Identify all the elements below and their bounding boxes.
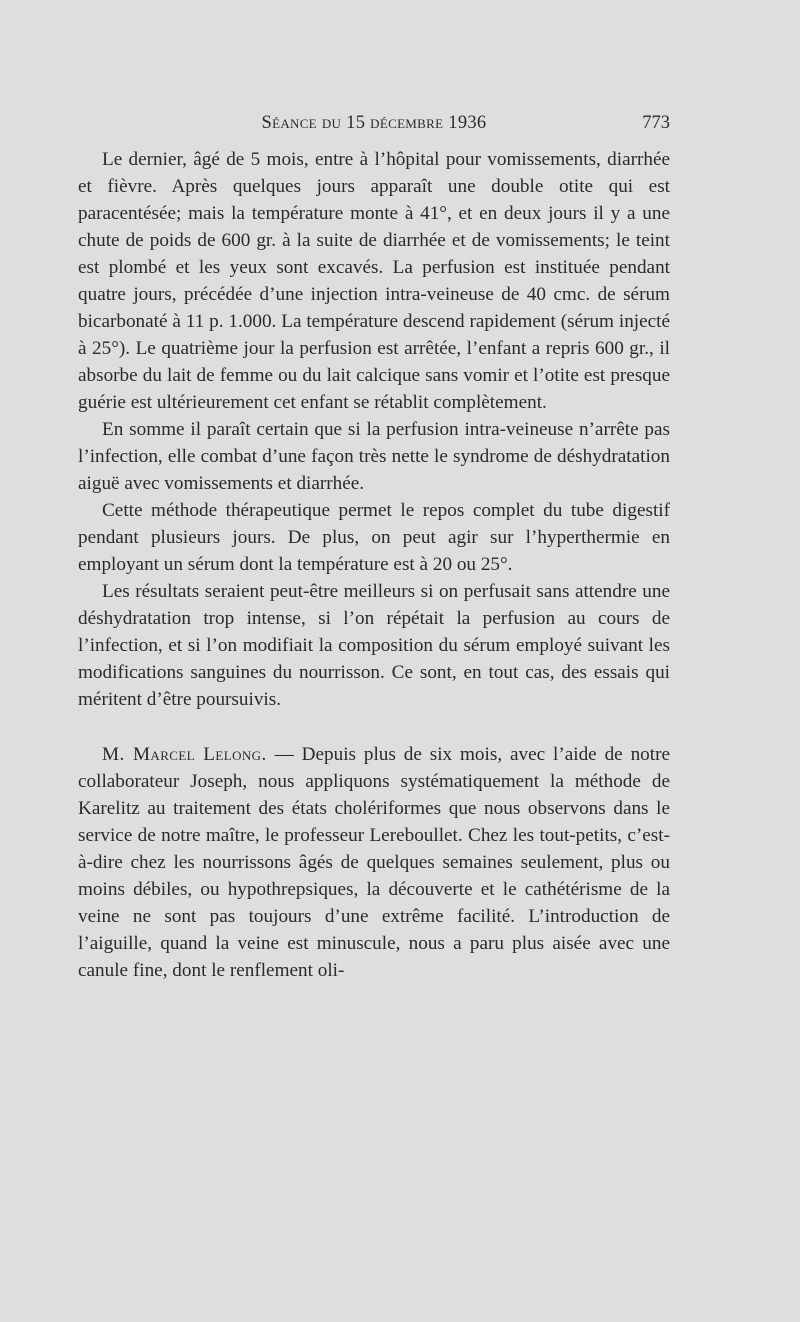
speaker-text: — Depuis plus de six mois, avec l’aide de notre collaborateur Joseph, nous appliquons systématiquement la méthode de Karelitz au traitement des états cholériformes que nous observons dans le service de notre maître, le professeur Lereboullet. Chez les tout-petits, c’est-à-dire chez les nourrissons âgés de quelques semaines seulement, plus ou moins débiles, ou hypothrepsiques, la découverte et le cathétérisme de la veine ne sont pas toujours d’une extrême facilité. L’introduction de l’aiguille, quand la veine est minuscule, nous a paru plus aisée avec une canule fine, dont le renflement oli- xyxy=(78,744,670,981)
body-text xyxy=(78,146,670,984)
running-title: Séance du 15 décembre 1936 xyxy=(261,113,487,133)
paragraph-results: Les résultats seraient peut-être meilleurs si on perfusait sans attendre une déshydratation trop intense, si l’on répétait la perfusion au cours de l’infection, et si l’on modifiait la composition du sérum employé suivant les modifications sanguines du nourrisson. Ce sont, en tout cas, des essais qui méritent d’être poursuivis. xyxy=(78,581,670,710)
paragraph-method: Cette méthode thérapeutique permet le repos complet du tube digestif pendant plusieurs jours. De plus, on peut agir sur l’hyperthermie en employant un sérum dont la température est à 20 ou 25°. xyxy=(78,500,670,575)
page-header xyxy=(78,108,670,138)
speaker-name: M. Marcel Lelong. xyxy=(102,744,267,765)
page-number: 773 xyxy=(642,113,670,133)
paragraph-lelong xyxy=(78,741,670,984)
paragraph-case-report: Le dernier, âgé de 5 mois, entre à l’hôpital pour vomissements, diarrhée et fièvre. Après quelques jours apparaît une double otite qui est paracentésée; mais la température monte à 41°, et en deux jours il y a une chute de poids de 600 gr. à la suite de diarrhée et de vomissements; le teint est plombé et les yeux sont excavés. La perfusion est instituée pendant quatre jours, précédée d’une injection intra-veineuse de 40 cmc. de sérum bicarbonaté à 11 p. 1.000. La température descend rapidement (sérum injecté à 25°). Le quatrième jour la perfusion est arrêtée, l’enfant a repris 600 gr., il absorbe du lait de femme ou du lait calcique sans vomir et l’otite est presque guérie est ultérieurement cet enfant se rétablit complètement. xyxy=(78,149,670,413)
paragraph-summary: En somme il paraît certain que si la perfusion intra-veineuse n’arrête pas l’infection, elle combat d’une façon très nette le syndrome de déshydratation aiguë avec vomissements et diarrhée. xyxy=(78,419,670,494)
